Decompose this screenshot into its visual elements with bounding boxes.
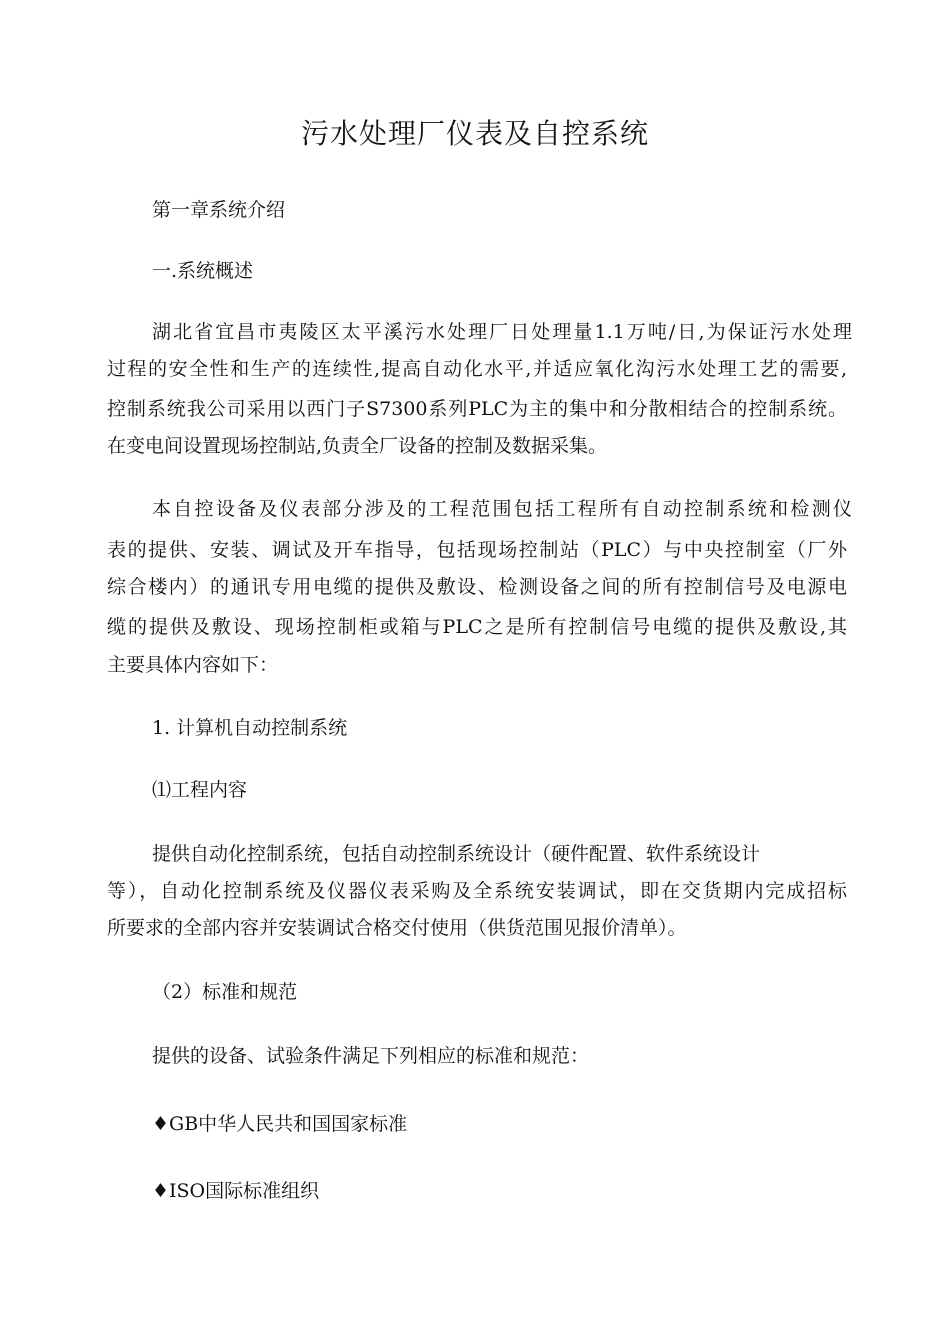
subsection-heading: （2）标准和规范: [152, 981, 298, 1003]
paragraph-1-line: 控制系统我公司采用以西门子S7300系列PLC为主的集中和分散相结合的控制系统。: [107, 398, 847, 420]
paragraph-1-line: 湖北省宜昌市夷陵区太平溪污水处理厂日处理量1.1万吨/日,为保证污水处理: [152, 321, 852, 343]
paragraph-2-line: 表的提供、安装、调试及开车指导，包括现场控制站（PLC）与中央控制室（厂外: [107, 539, 847, 561]
paragraph-1-line: 在变电间设置现场控制站,负责全厂设备的控制及数据采集。: [107, 435, 608, 457]
subsection-heading: ⑴工程内容: [152, 779, 248, 801]
paragraph-2-line: 缆的提供及敷设、现场控制柜或箱与PLC之是所有控制信号电缆的提供及敷设,其: [107, 616, 847, 638]
paragraph-2-line: 综合楼内）的通讯专用电缆的提供及敷设、检测设备之间的所有控制信号及电源电: [107, 576, 847, 598]
paragraph-3-line: 提供自动化控制系统，包括自动控制系统设计（硬件配置、软件系统设计: [152, 843, 761, 865]
paragraph-2-line: 主要具体内容如下：: [107, 654, 279, 676]
list-item-heading: 1. 计算机自动控制系统: [152, 717, 348, 739]
bullet-item: ♦ISO国际标准组织: [152, 1180, 320, 1202]
section-heading: 一.系统概述: [152, 260, 254, 282]
page-title: 污水处理厂仪表及自控系统: [300, 117, 649, 150]
bullet-item: ♦GB中华人民共和国国家标准: [152, 1113, 408, 1135]
paragraph-3-line: 所要求的全部内容并安装调试合格交付使用（供货范围见报价清单）。: [107, 917, 687, 939]
paragraph-4: 提供的设备、试验条件满足下列相应的标准和规范：: [152, 1045, 590, 1067]
paragraph-3-line: 等），自动化控制系统及仪器仪表采购及全系统安装调试，即在交货期内完成招标: [107, 880, 847, 902]
paragraph-1-line: 过程的安全性和生产的连续性,提高自动化水平,并适应氧化沟污水处理工艺的需要,: [107, 358, 847, 380]
paragraph-2-line: 本自控设备及仪表部分涉及的工程范围包括工程所有自动控制系统和检测仪: [152, 498, 852, 520]
chapter-heading: 第一章系统介绍: [152, 199, 286, 221]
